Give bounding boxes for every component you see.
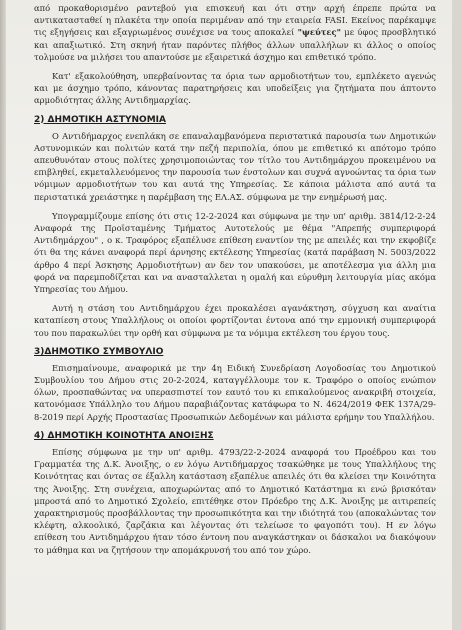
section-paragraph: Υπογραμμίζουμε επίσης ότι στις 12-2-2024 και σύμφωνα με την υπ' αριθμ. 3814/12-2-24 Αναφορά της Προϊσταμένης Τμήματος Αυτοτελούς με θέμα "Απρεπής συμπεριφορά Αντιδημάρχου" , ο κ. Τραφόρος εξαπέλυσε επίθεση εναντίον της με απειλές και την εκφοβίζε ότι θα της κάνει αναφορά περί άρνησης εκτέλεσης Υπηρεσίας (κατά παράβαση Ν. 5003/2022 άρθρο 4 περί Άσκησης Αρμοδιοτήτων) αν δεν τον υπακούσει, με αποτέλεσμα για άλλη μια φορά να παρεμποδίζεται και να ανασταλλεται η ομαλή και εύρυθμη λειτουργία μίας ακόμα Υπηρεσίας του Δήμου. [34,210,436,295]
document-body [34,2,436,556]
document-page [6,0,452,630]
intro-text-1: από προκαθορισμένο ραντεβού για επισκευή και ότι στην αρχή έπρεπε πρώτα να αντικατασταθεί η πλακέτα την οποία περιμέναν από την εταιρεία FASI. Εκείνος παρέκαμψε τις εξηγήσεις και εξαγριωμένος συνέχισε να τους αποκαλεί [34,3,436,38]
intro-quoted-word: "ψεύτες" [297,27,341,38]
intro-text-2: με ύφος προσβλητικό και απαξιωτικό. Στη σκηνή ήταν παρόντες πλήθος άλλων υπαλλήλων κι άλλος ο οποίος τολμούσε να μιλήσει του απαντούσε με εξαιρετικά άσχημο και επιθετικό τρόπο. [34,27,436,62]
section-heading: 2) ΔΗΜΟΤΙΚΗ ΑΣΤΥΝΟΜΙΑ [34,114,166,125]
section-heading: 3)ΔΗΜΟΤΙΚΟ ΣΥΜΒΟΥΛΙΟ [34,346,164,357]
section-paragraph: Επισημαίνουμε, αναφορικά με την 4η Ειδική Συνεδρίαση Λογοδοσίας του Δημοτικού Συμβουλίου του Δήμου στις 20-2-2024, καταγγέλλουμε τον κ. Τραφόρο ο οποίος ενώπιον όλων, προσπαθώντας να υπερασπιστεί τον εαυτό του κι επικαλούμενος ανακριβή στοιχεία, κατονόμασε Υπάλληλο του Δήμου παραβιάζοντας κατάφωρα το Ν. 4624/2019 ΦΕΚ 137Α/29-8-2019 περί Αρχής Προστασίας Προσωπικών Δεδομένων και μάλιστα ερήμην του Υπαλλήλου. [34,362,436,422]
section-dimotiki-astynomia [34,114,436,339]
section-heading: 4) ΔΗΜΟΤΙΚΗ ΚΟΙΝΟΤΗΤΑ ΑΝΟΙΞΗΣ [34,430,214,441]
section-koinotita-anoixis [34,430,436,556]
section-paragraph: Ο Αντιδήμαρχος ενεπλάκη σε επαναλαμβανόμενα περιστατικά παρουσία των Δημοτικών Αστυνομικών και πολιτών κατά την πεζή περιπολία, όπου με επιθετικό κι απότομο τρόπο απευθυνόταν στους πολίτες χρησιμοποιώντας τον τίτλο του Αντιδημάρχου προκειμένου να επιβληθεί, εκμεταλλευόμενος την παρουσία των ένστολων και συχνά αγνοώντας τα όρια των νόμιμων αρμοδιοτήτων του και αυτά της Υπηρεσίας. Σε κάποια μάλιστα από αυτά τα περιστατικά χρειάστηκε η παρέμβαση της ΕΛ.ΑΣ. σύμφωνα με την ενημέρωσή μας. [34,130,436,202]
conclusion-paragraph: Κατ' εξακολούθηση, υπερβαίνοντας τα όρια των αρμοδιοτήτων του, εμπλέκετο αγενώς και με άσχημο τρόπο, κάνοντας παρατηρήσεις και υποδείξεις για ζητήματα που άπτοντο αρμοδιότητας άλλης Αντιδημαρχίας. [34,71,436,106]
section-dimotiko-symvoulio [34,346,436,423]
intro-paragraph [34,2,436,63]
section-paragraph: Επίσης σύμφωνα με την υπ' αριθμ. 4793/22-2-2024 αναφορά του Προέδρου και του Γραμματέα της Δ.Κ. Άνοιξης, ο εν λόγω Αντιδήμαρχος τσακώθηκε με τους Υπαλλήλους της Κοινότητας και όντας σε έξαλλη κατάσταση εξαπέλυε απειλές ότι θα κλείσει την Κοινότητα της Άνοιξης. Στη συνέχεια, αποχωρώντας από το Δημοτικό Κατάστημα κι ενώ βρισκόταν μπροστά από το Δημοτικό Σχολείο, επιτέθηκε στον Πρόεδρο της Δ.Κ. Άνοιξης με αιτιρεπείς χαρακτηρισμούς προσβάλλοντας την προσωπικότητα και την ιδιότητά του (αποκαλώντας τον κλέφτη, αλκοολικό, ζαρζάκια και λέγοντας ότι τελείωσε το φαγοπότι του). Η εν λόγω επίθεση του Αντιδημάρχου ήταν τόσο έντονη που αναγκάστηκαν οι δάσκαλοι να διακόψουν το μάθημα και να ζητήσουν την απομάκρυνσή του από τον χώρο. [34,446,436,555]
section-paragraph: Αυτή η στάση του Αντιδημάρχου έχει προκαλέσει αγανάκτηση, σύγχυση και αναίτια καταπίεση στους Υπαλλήλους οι οποίοι φορτίζονται έντονα από την εμμονική συμπεριφορά του που παρακωλύει την ορθή και σύμφωνα με τα νόμιμα εκτέλεση του έργου τους. [34,303,436,338]
